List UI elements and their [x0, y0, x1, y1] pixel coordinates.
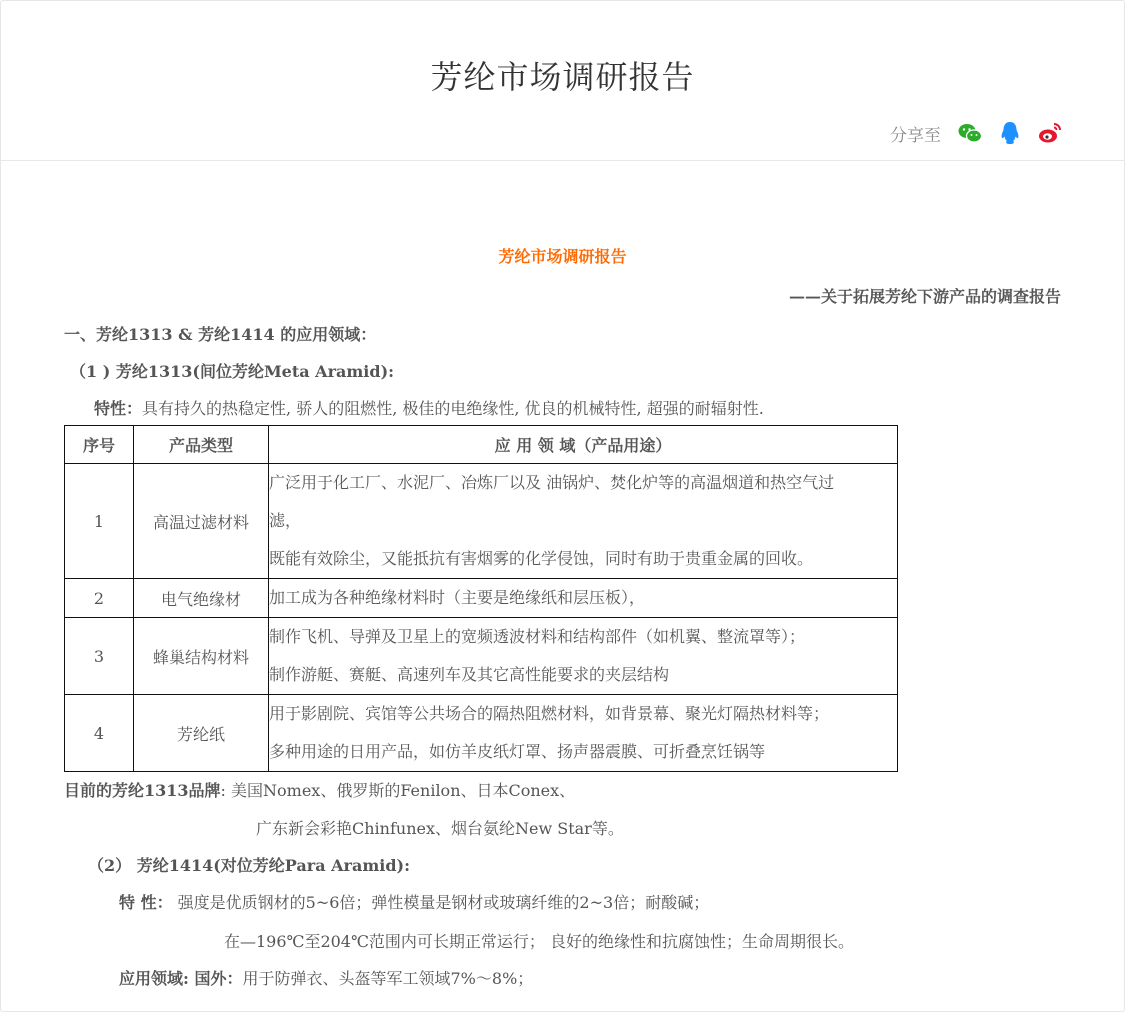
document-subtitle: ——关于拓展芳纶下游产品的调查报告	[788, 287, 1061, 306]
traits-paragraph	[94, 396, 764, 419]
traits-label: 特性：	[94, 399, 143, 418]
qq-icon[interactable]	[997, 120, 1023, 146]
product-type: 蜂巢结构材料	[134, 618, 269, 695]
app-label: 应用领域	[119, 969, 184, 988]
row-number: 2	[65, 579, 134, 618]
application-line: 广泛用于化工厂、水泥厂、冶炼厂以及 油锅炉、焚化炉等的高温烟道和热空气过	[269, 473, 835, 492]
product-type: 芳纶纸	[134, 695, 269, 772]
brands-line-2: 广东新会彩艳Chinfunex、烟台氨纶New Star等。	[256, 819, 624, 838]
application-line: 滤，	[269, 511, 302, 530]
document-title: 芳纶市场调研报告	[498, 247, 627, 266]
table-row	[65, 464, 898, 579]
weibo-icon[interactable]	[1037, 120, 1063, 146]
brands-line: : 美国Nomex、俄罗斯的Fenilon、日本Conex、	[220, 781, 576, 800]
application-table	[64, 425, 898, 772]
article-header	[0, 0, 1125, 161]
header-cell: 应 用 领 域（产品用途）	[269, 426, 898, 464]
traits-line-2: 在—196℃至204℃范围内可长期正常运行； 良好的绝缘性和抗腐蚀性；生命周期很长。	[224, 932, 854, 951]
header-cell: 产品类型	[134, 426, 269, 464]
brands-paragraph	[64, 778, 575, 801]
product-type: 电气绝缘材	[134, 579, 269, 618]
application-cell	[269, 618, 898, 695]
application-cell	[269, 695, 898, 772]
app-abroad-label: : 国外：	[183, 969, 243, 988]
application-line: 既能有效除尘，又能抵抗有害烟雾的化学侵蚀，同时有助于贵重金属的回收。	[269, 549, 814, 568]
table-header-row	[65, 426, 898, 464]
table-row	[65, 579, 898, 618]
application-line: 多种用途的日用产品，如仿羊皮纸灯罩、扬声器震膜、可折叠烹饪锅等	[269, 742, 766, 761]
subsection-heading: （2） 芳纶1414(对位芳纶Para Aramid):	[88, 856, 411, 875]
page-title: 芳纶市场调研报告	[430, 58, 695, 96]
traits-paragraph	[119, 890, 709, 913]
share-label: 分享至	[890, 125, 941, 146]
table-row	[65, 618, 898, 695]
row-number: 1	[65, 464, 134, 579]
application-line: 加工成为各种绝缘材料时（主要是绝缘纸和层压板），	[269, 588, 646, 607]
share-bar	[890, 120, 1063, 146]
traits-text: 强度是优质钢材的5~6倍；弹性模量是钢材或玻璃纤维的2~3倍；耐酸碱；	[172, 893, 710, 912]
traits-label: 特 性：	[119, 893, 173, 912]
subsection-heading: （1 ) 芳纶1313(间位芳纶Meta Aramid):	[70, 362, 395, 381]
section-heading: 一、芳纶1313 & 芳纶1414 的应用领域：	[64, 325, 377, 344]
brands-label: 目前的芳纶1313品牌	[64, 781, 221, 800]
application-line: 用于影剧院、宾馆等公共场合的隔热阻燃材料，如背景幕、聚光灯隔热材料等；	[269, 704, 830, 723]
row-number: 4	[65, 695, 134, 772]
traits-text: 具有持久的热稳定性, 骄人的阻燃性, 极佳的电绝缘性, 优良的机械特性, 超强的耐辐射性.	[142, 399, 764, 418]
application-line: 制作飞机、导弹及卫星上的宽频透波材料和结构部件（如机翼、整流罩等）；	[269, 627, 806, 646]
table-row	[65, 695, 898, 772]
app-abroad-text: 用于防弹衣、头盔等军工领域7%～8%；	[242, 969, 534, 988]
row-number: 3	[65, 618, 134, 695]
applications-paragraph	[119, 966, 533, 989]
application-cell	[269, 579, 898, 618]
wechat-icon[interactable]	[957, 120, 983, 146]
header-cell: 序号	[65, 426, 134, 464]
product-type: 高温过滤材料	[134, 464, 269, 579]
application-line: 制作游艇、赛艇、高速列车及其它高性能要求的夹层结构	[269, 665, 670, 684]
application-cell	[269, 464, 898, 579]
